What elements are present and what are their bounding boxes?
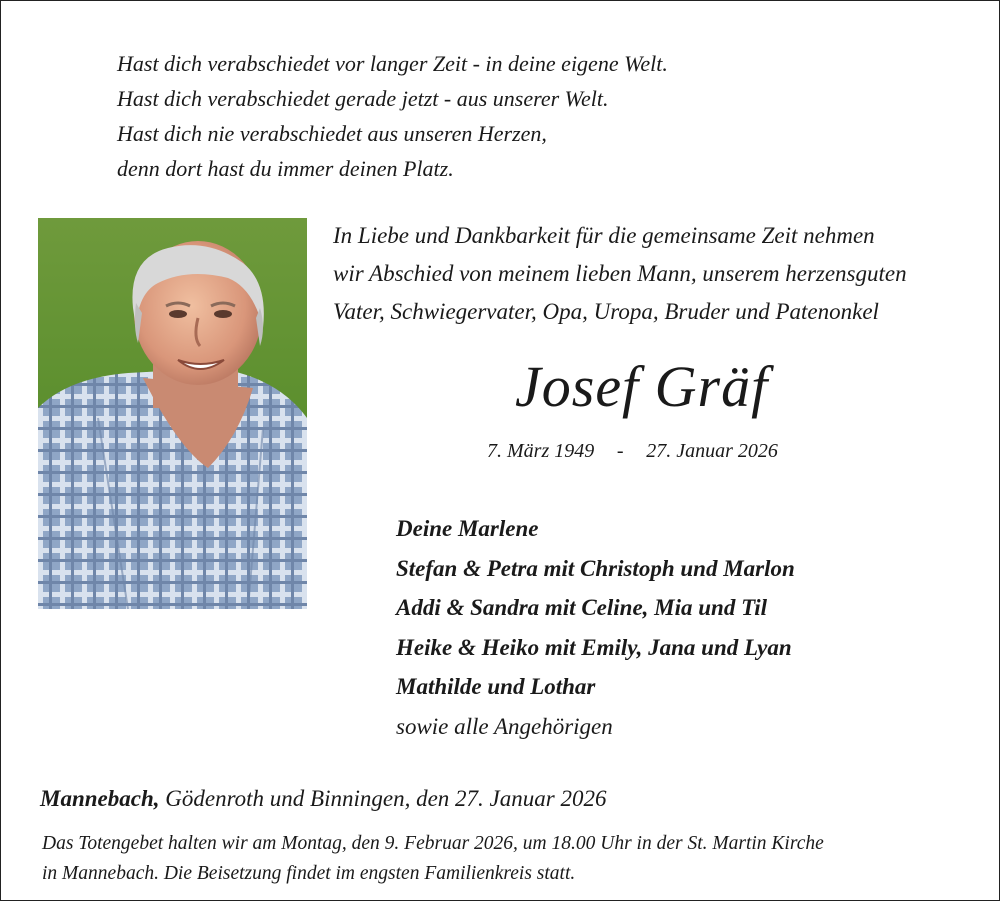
mourner-line: Mathilde und Lothar [396, 674, 596, 699]
poem-line: Hast dich verabschiedet vor langer Zeit - in deine eigene Welt. [117, 51, 668, 76]
funeral-notice [42, 829, 824, 889]
life-dates [487, 440, 778, 463]
date-separator: - [616, 440, 624, 462]
death-date: 27. Januar 2026 [646, 440, 778, 462]
place-date-rest: Gödenroth und Binningen, den 27. Januar 2026 [165, 786, 607, 811]
place-date [40, 786, 606, 812]
mourner-line: Stefan & Petra mit Christoph und Marlon [396, 555, 795, 581]
poem-line: Hast dich nie verabschiedet aus unseren Herzen, [117, 121, 547, 146]
intro-line: wir Abschied von meinem lieben Mann, unserem herzensguten [333, 261, 907, 286]
notice-line: Das Totengebet halten wir am Montag, den 9. Februar 2026, um 18.00 Uhr in der St. Martin Kirche [42, 833, 824, 854]
notice-line: in Mannebach. Die Beisetzung findet im engsten Familienkreis statt. [42, 863, 576, 884]
birth-date: 7. März 1949 [487, 440, 595, 462]
intro-line: In Liebe und Dankbarkeit für die gemeinsame Zeit nehmen [333, 223, 875, 248]
mourners-list [396, 509, 795, 746]
intro-text [333, 217, 907, 331]
mourner-line: sowie alle Angehörigen [396, 713, 613, 739]
mourner-line: Addi & Sandra mit Celine, Mia und Til [396, 595, 768, 620]
poem-line: denn dort hast du immer deinen Platz. [117, 156, 454, 181]
town-name: Mannebach, [40, 786, 160, 811]
poem-line: Hast dich verabschiedet gerade jetzt - aus unserer Welt. [117, 86, 609, 111]
poem [117, 46, 668, 186]
deceased-name: Josef Gräf [515, 354, 769, 419]
intro-line: Vater, Schwiegervater, Opa, Uropa, Bruder und Patenonkel [333, 299, 879, 324]
mourner-line: Deine Marlene [396, 516, 539, 541]
mourner-line: Heike & Heiko mit Emily, Jana und Lyan [396, 634, 792, 660]
portrait-photo [38, 218, 307, 609]
